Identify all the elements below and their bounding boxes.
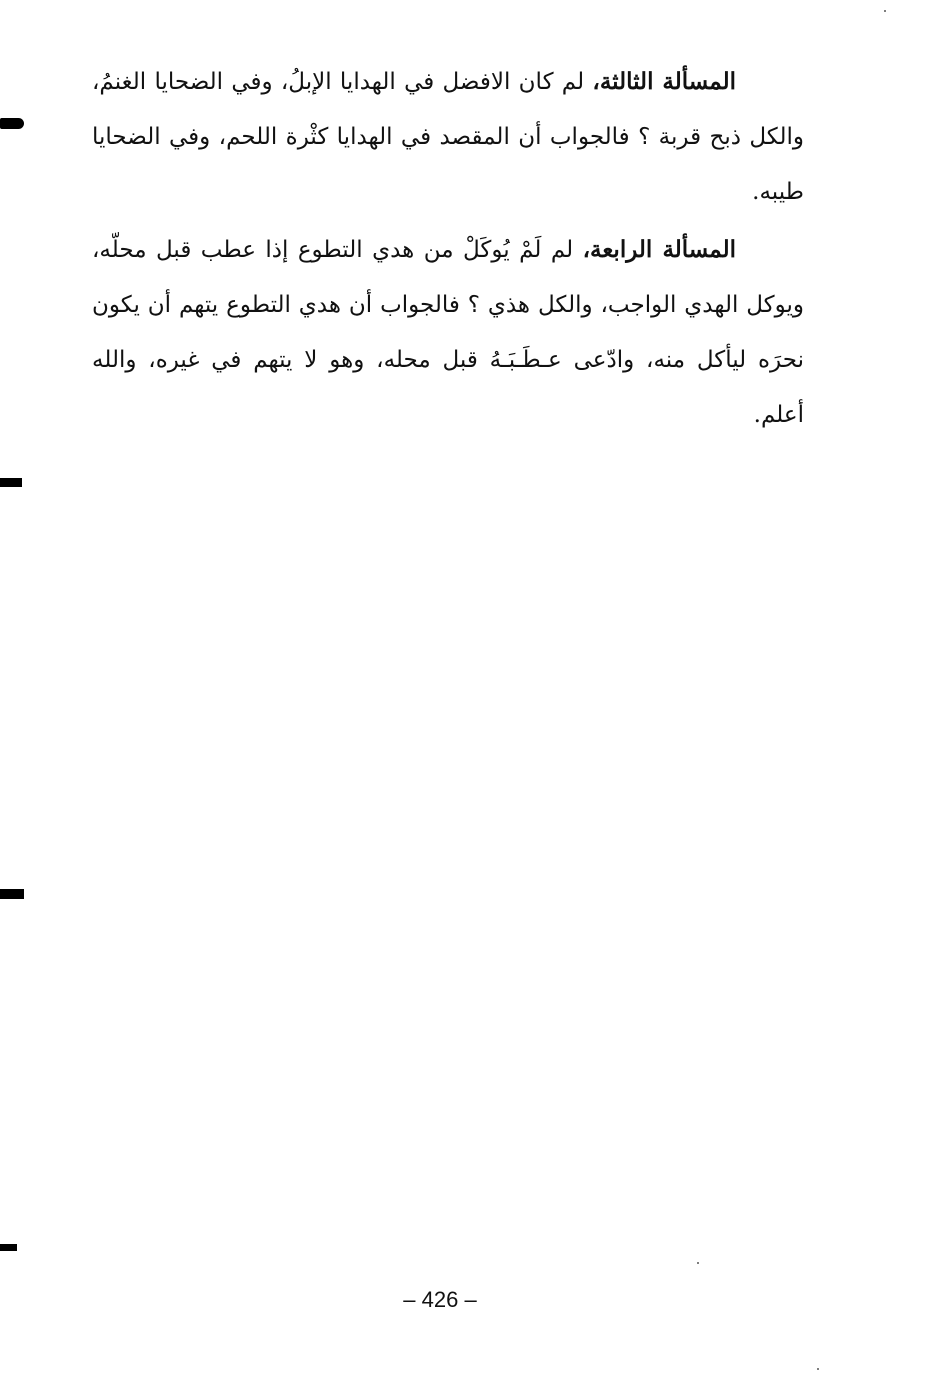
- scan-edge-mark: [0, 478, 22, 487]
- paragraph-text: لم كان الافضل في الهدايا الإبلُ، وفي الضحايا الغنمُ، والكل ذبح قربة ؟ فالجواب أن المقصد في الهدايا كثْرة اللحم، وفي الضحايا طيبه.: [92, 69, 804, 205]
- paragraph-heading: المسألة الثالثة،: [592, 68, 736, 95]
- scan-edge-mark: [0, 889, 24, 899]
- scan-speck: [817, 1368, 819, 1370]
- scan-edge-mark: [0, 1244, 17, 1251]
- paragraph-third-question: [92, 54, 804, 220]
- scan-speck: [697, 1262, 699, 1264]
- body-text: [92, 54, 804, 443]
- page-number: – 426 –: [403, 1287, 477, 1312]
- paragraph-text: لم لَمْ يُوكَلْ من هدي التطوع إذا عطب قبل محلّه، ويوكل الهدي الواجب، والكل هذي ؟ فالجواب أن هدي التطوع يتهم أن يكون نحرَه ليأكل منه، وادّعى عـطَـبَـهُ قبل محله، وهو لا يتهم في غيره، والله أعلم.: [92, 237, 804, 428]
- paragraph-heading: المسألة الرابعة،: [582, 236, 736, 263]
- scan-speck: [884, 10, 886, 12]
- paragraph-fourth-question: [92, 222, 804, 443]
- scan-edge-mark: [0, 118, 24, 129]
